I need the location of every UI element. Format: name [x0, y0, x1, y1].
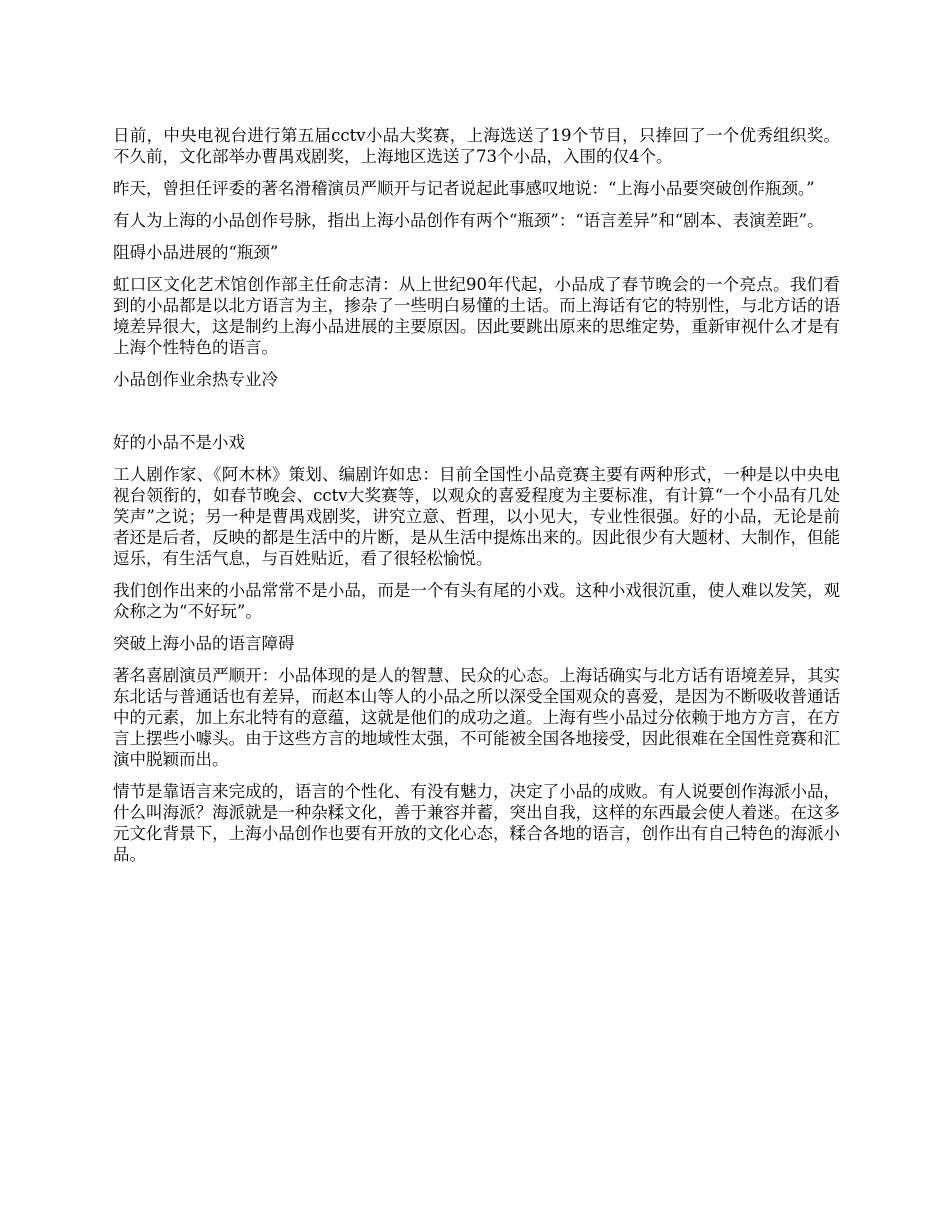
paragraph-yan-shunkai: 著名喜剧演员严顺开：小品体现的是人的智慧、民众的心态。上海话确实与北方话有语境差异，其实东北话与普通话也有差异，而赵本山等人的小品之所以深受全国观众的喜爱，是因为不断吸收普通话中的元素，加上东北特有的意蕴，这就是他们的成功之道。上海有些小品过分依赖于地方方言，在方言上摆些小噱头。由于这些方言的地域性太强，不可能被全国各地接受，因此很难在全国性竞赛和汇演中脱颖而出。 — [113, 666, 840, 769]
section-heading-language-barrier: 突破上海小品的语言障碍 — [113, 634, 295, 653]
paragraph-bottleneck-summary: 有人为上海的小品创作号脉，指出上海小品创作有两个“瓶颈”：“语言差异”和“剧本、表演差距”。 — [113, 211, 824, 230]
section-heading-bottleneck: 阻碍小品进展的“瓶颈” — [113, 243, 279, 262]
article-body — [113, 125, 840, 876]
paragraph-xu-ruzhong: 工人剧作家、《阿木林》策划、编剧许如忠：目前全国性小品竞赛主要有两种形式，一种是以中央电视台领衔的，如春节晚会、cctv大奖赛等，以观众的喜爱程度为主要标准，有计算“一个小品有几处笑声”之说；另一种是曹禺戏剧奖，讲究立意、哲理，以小见大，专业性很强。好的小品，无论是前者还是后者，反映的都是生活中的片断，是从生活中提炼出来的。因此很少有大题材、大制作，但能逗乐，有生活气息，与百姓贴近，看了很轻松愉悦。 — [113, 465, 840, 568]
paragraph-intro: 日前，中央电视台进行第五届cctv小品大奖赛，上海选送了19个节目，只捧回了一个优秀组织奖。不久前，文化部举办曹禺戏剧奖，上海地区选送了73个小品，入围的仅4个。 — [113, 126, 840, 166]
section-heading-amateur-professional: 小品创作业余热专业冷 — [113, 370, 278, 389]
paragraph-yu-zhiqing: 虹口区文化艺术馆创作部主任俞志清：从上世纪90年代起，小品成了春节晚会的一个亮点。我们看到的小品都是以北方语言为主，掺杂了一些明白易懂的土话。而上海话有它的特别性，与北方话的语境差异很大，这是制约上海小品进展的主要原因。因此要跳出原来的思维定势，重新审视什么才是有上海个性特色的语言。 — [113, 275, 840, 357]
blank-gap — [113, 401, 840, 432]
section-heading-good-sketch: 好的小品不是小戏 — [113, 433, 245, 452]
paragraph-conclusion: 情节是靠语言来完成的，语言的个性化、有没有魅力，决定了小品的成败。有人说要创作海派小品，什么叫海派？海派就是一种杂糅文化，善于兼容并蓄，突出自我，这样的东西最会使人着迷。在这多元文化背景下，上海小品创作也要有开放的文化心态，糅合各地的语言，创作出有自己特色的海派小品。 — [113, 782, 840, 864]
paragraph-quote: 昨天，曾担任评委的著名滑稽演员严顺开与记者说起此事感叹地说：“上海小品要突破创作瓶颈。” — [113, 179, 815, 198]
paragraph-small-drama: 我们创作出来的小品常常不是小品，而是一个有头有尾的小戏。这种小戏很沉重，使人难以发笑，观众称之为“不好玩”。 — [113, 581, 840, 621]
